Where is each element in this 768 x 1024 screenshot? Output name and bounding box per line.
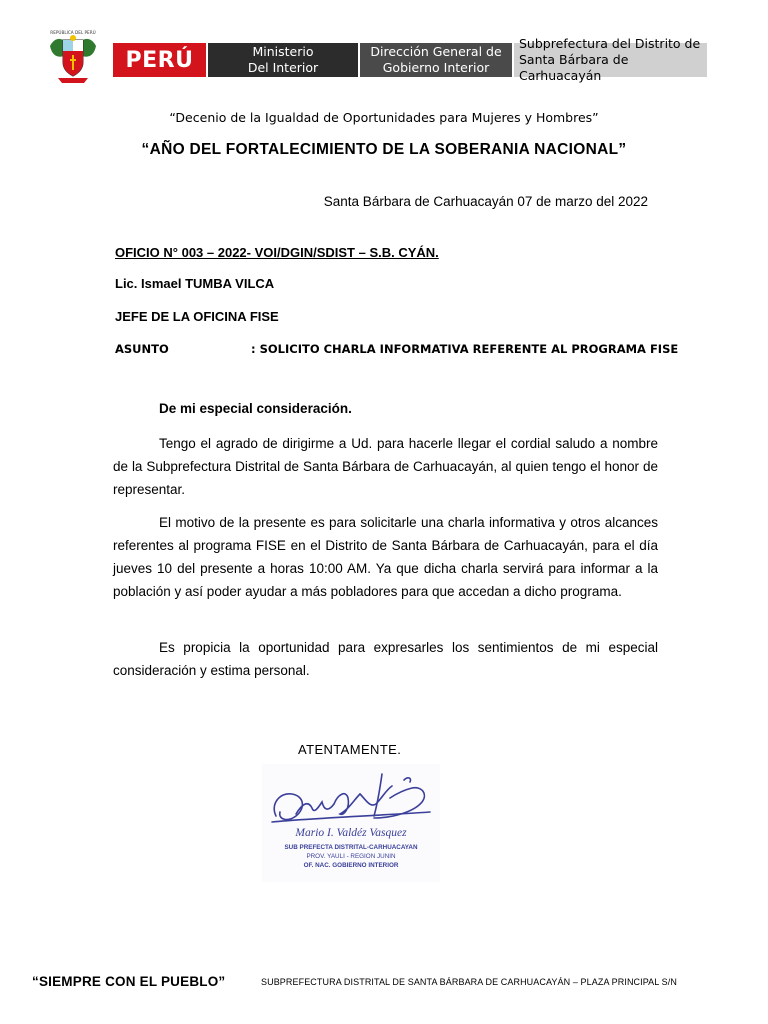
footer-address: SUBPREFECTURA DISTRITAL DE SANTA BÁRBARA DE CARHUACAYÁN – PLAZA PRINCIPAL S/N — [261, 977, 677, 987]
stamp-line-3: OF. NAC. GOBIERNO INTERIOR — [303, 862, 399, 869]
body-paragraph-1: Tengo el agrado de dirigirme a Ud. para hacerle llegar el cordial saludo a nombre de la Subprefectura Distrital de Santa Bárbara de Carhuacayán, al quien tengo el honor de representar. — [113, 436, 658, 497]
recipient-name: Lic. Ismael TUMBA VILCA — [115, 276, 275, 291]
stamp-line-1: SUB PREFECTA DISTRITAL-CARHUACAYAN — [284, 844, 418, 851]
country-label: PERÚ — [113, 43, 206, 77]
handwritten-signature — [272, 774, 430, 822]
subject-label: ASUNTO — [115, 342, 169, 356]
ministry-line1: Ministerio — [252, 44, 314, 59]
subprefecture-line1: Subprefectura del Distrito de — [519, 36, 701, 51]
header-bar — [113, 36, 709, 83]
ministry-box — [208, 43, 358, 77]
decenio-heading: “Decenio de la Igualdad de Oportunidades para Mujeres y Hombres” — [169, 110, 599, 125]
closing: ATENTAMENTE. — [298, 742, 402, 757]
stamp-line-2: PROV. YAULI - REGION JUNIN — [306, 853, 396, 860]
year-name-heading: “AÑO DEL FORTALECIMIENTO DE LA SOBERANIA NACIONAL” — [141, 141, 627, 158]
subprefecture-box — [514, 36, 707, 83]
direction-box — [360, 43, 512, 77]
oficio-number: OFICIO N° 003 – 2022- VOI/DGIN/SDIST – S.B. CYÁN. — [115, 245, 439, 260]
body-paragraph-2: El motivo de la presente es para solicitarle una charla informativa y otros alcances referentes al programa FISE en el Distrito de Santa Bárbara de Carhuacayán, para el día jueves 10 del presente a horas 10:00 AM. Ya que dicha charla servirá para informar a la población y así poder ayudar a más pobladores para que accedan a dicho programa. — [113, 515, 658, 599]
place-date: Santa Bárbara de Carhuacayán 07 de marzo del 2022 — [323, 194, 648, 209]
coat-of-arms-icon — [44, 28, 102, 86]
recipient-title: JEFE DE LA OFICINA FISE — [115, 309, 279, 324]
subject-text: : SOLICITO CHARLA INFORMATIVA REFERENTE AL PROGRAMA FISE — [251, 342, 679, 356]
greeting: De mi especial consideración. — [159, 401, 352, 416]
ministry-line2: Del Interior — [247, 60, 319, 75]
subprefecture-line2: Santa Bárbara de Carhuacayán — [519, 52, 629, 83]
direction-line1: Dirección General de — [370, 44, 502, 59]
stamp-name: Mario I. Valdéz Vasquez — [295, 827, 407, 839]
signature-stamp — [262, 764, 440, 882]
emblem-caption: REPÚBLICA DEL PERÚ — [50, 30, 96, 35]
footer-slogan: “SIEMPRE CON EL PUEBLO” — [32, 974, 226, 989]
direction-line2: Gobierno Interior — [382, 60, 490, 75]
body-paragraph-3: Es propicia la oportunidad para expresarles los sentimientos de mi especial consideración y estima personal. — [113, 640, 658, 678]
